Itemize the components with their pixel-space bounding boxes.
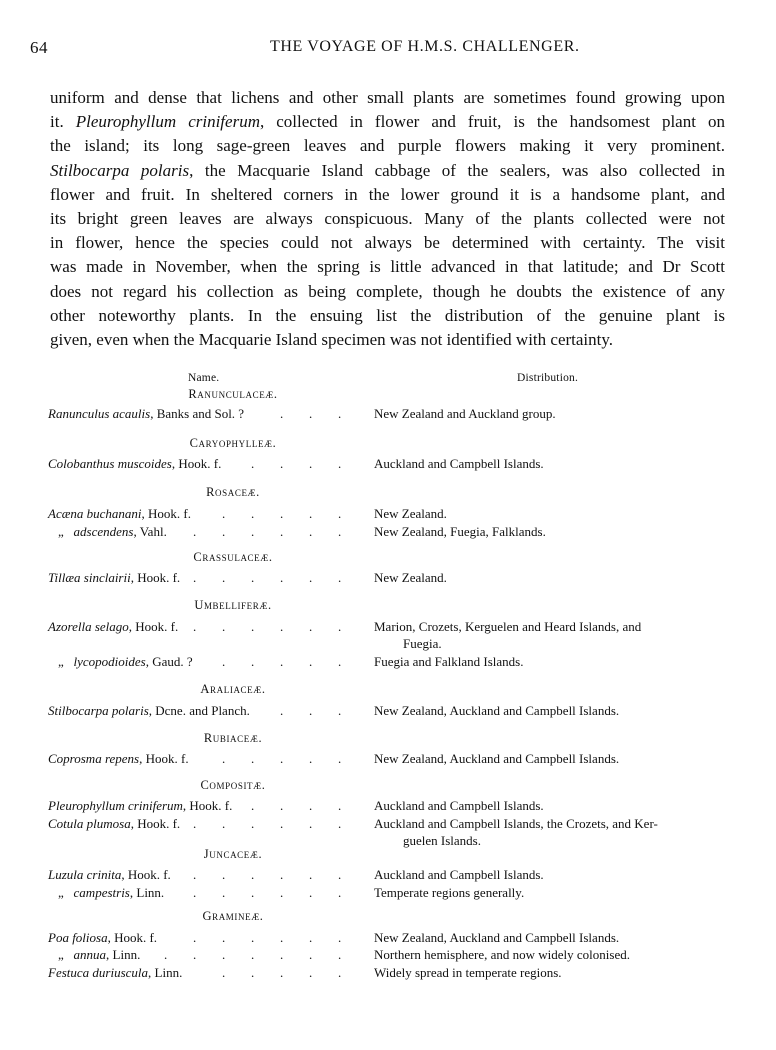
leader-dot: .	[280, 654, 284, 669]
species-name-italic: Pleurophyllum criniferum	[75, 112, 260, 132]
distribution: New Zealand.	[374, 570, 447, 585]
authority: , Hook. f.	[171, 456, 222, 471]
page-header	[30, 38, 720, 68]
species-name	[48, 751, 189, 767]
intro-line: was made in November, when the spring is little advanced in that latitude; and Dr Scott	[50, 257, 725, 277]
leader-dot: .	[280, 506, 284, 521]
species-name	[48, 930, 157, 946]
intro-line: its bright green leaves are always conspicuous. Many of the plants collected were not	[50, 209, 725, 229]
leader-dot: .	[309, 654, 313, 669]
authority: , Banks and Sol. ?	[150, 406, 245, 421]
genus-species: campestris	[73, 885, 130, 900]
authority: , Hook. f.	[107, 930, 158, 945]
leader-dot: .	[222, 816, 226, 831]
genus-species: Luzula crinita	[48, 867, 122, 882]
leader-dot: .	[222, 524, 226, 539]
leader-dot: .	[222, 965, 226, 980]
species-name	[48, 867, 171, 883]
leader-dot: .	[193, 930, 197, 945]
authority: , Hook. f.	[182, 798, 233, 813]
leader-dot: .	[193, 867, 197, 882]
authority: , Hook. f.	[130, 570, 181, 585]
leader-dot: .	[280, 570, 284, 585]
family-heading: Umbelliferæ.	[194, 598, 272, 612]
distribution: New Zealand, Auckland and Campbell Islands.	[374, 751, 620, 766]
leader-dot: .	[222, 506, 226, 521]
leader-dot: .	[338, 885, 342, 900]
species-row	[48, 570, 728, 588]
leader-dot: .	[309, 524, 313, 539]
family-heading: Gramineæ.	[202, 909, 264, 923]
leader-dot: .	[338, 867, 342, 882]
ditto-mark: „	[58, 947, 74, 962]
page-number: 64	[30, 38, 48, 57]
intro-line: uniform and dense that lichens and other small plants are sometimes found growing upon	[50, 88, 725, 107]
leader-dot: .	[309, 619, 313, 634]
authority: , Hook. f.	[130, 816, 181, 831]
authority: , Vahl.	[133, 524, 167, 539]
intro-paragraph	[50, 86, 725, 352]
leader-dot: .	[338, 703, 342, 718]
species-row	[48, 703, 728, 721]
species-row	[48, 930, 728, 948]
leader-dot: .	[309, 965, 313, 980]
intro-line: given, even when the Macquarie Island specimen was not identified with certainty.	[50, 330, 614, 350]
authority: , Hook. f.	[121, 867, 171, 882]
genus-species: adscendens	[73, 524, 134, 539]
family-heading: Juncaceæ.	[203, 847, 263, 861]
leader-dot: .	[280, 751, 284, 766]
intro-line: does not regard his collection as being complete, though he doubts the existence of any	[50, 281, 725, 301]
species-row	[48, 965, 728, 983]
leader-dot: .	[251, 798, 255, 813]
species-row	[48, 654, 728, 672]
intro-line	[50, 110, 725, 134]
leader-dot: .	[251, 867, 255, 882]
genus-species: annua	[73, 947, 107, 962]
leader-dot: .	[222, 751, 226, 766]
leader-dot: .	[251, 816, 255, 831]
leader-dot: .	[164, 947, 168, 962]
distribution: Auckland and Campbell Islands.	[374, 456, 544, 471]
species-name	[48, 619, 178, 635]
species-row	[48, 456, 728, 474]
family-heading: Araliaceæ.	[200, 682, 266, 696]
family-heading: Crassulaceæ.	[193, 550, 273, 564]
species-row	[48, 867, 728, 885]
intro-line: flower and fruit. In sheltered corners in the lower ground it is a handsome plant, and	[50, 184, 725, 204]
leader-dot: .	[222, 570, 226, 585]
authority: , Dcne. and Planch.	[148, 703, 250, 718]
distribution: New Zealand and Auckland group.	[374, 406, 556, 421]
genus-species: Pleurophyllum criniferum	[48, 798, 183, 813]
leader-dot: .	[193, 619, 197, 634]
distribution: Auckland and Campbell Islands.	[374, 798, 544, 813]
family-heading: Rubiaceæ.	[203, 731, 263, 745]
species-name	[48, 506, 191, 522]
distribution-continued: guelen Islands.	[403, 833, 481, 848]
leader-dot: .	[251, 506, 255, 521]
family-heading: Rosaceæ.	[206, 485, 260, 499]
leader-dot: .	[338, 965, 342, 980]
leader-dot: .	[338, 506, 342, 521]
family-heading: Compositæ.	[200, 778, 266, 792]
genus-species: Tillæa sinclairii	[48, 570, 131, 585]
leader-dot: .	[309, 506, 313, 521]
genus-species: Azorella selago	[48, 619, 129, 634]
species-row	[48, 406, 728, 424]
ditto-mark: „	[58, 654, 74, 669]
authority: , Linn.	[148, 965, 183, 980]
genus-species: Coprosma repens	[48, 751, 140, 766]
leader-dot: .	[280, 798, 284, 813]
leader-dot: .	[280, 885, 284, 900]
genus-species: Cotula plumosa	[48, 816, 131, 831]
leader-dot: .	[309, 867, 313, 882]
leader-dot: .	[251, 930, 255, 945]
genus-species: Acæna buchanani	[48, 506, 142, 521]
species-name	[48, 947, 140, 963]
distribution: New Zealand, Fuegia, Falklands.	[374, 524, 546, 539]
leader-dot: .	[309, 816, 313, 831]
intro-line: the island; its long sage-green leaves and purple flowers making it very prominent.	[50, 136, 725, 156]
leader-dot: .	[309, 570, 313, 585]
leader-dot: .	[280, 867, 284, 882]
genus-species: Stilbocarpa polaris	[48, 703, 149, 718]
family-heading: Ranunculaceæ.	[188, 387, 278, 401]
species-name	[48, 965, 182, 981]
distribution-column-header: Distribution.	[517, 372, 579, 384]
leader-dot: .	[251, 654, 255, 669]
leader-dot: .	[251, 570, 255, 585]
leader-dot: .	[251, 885, 255, 900]
distribution: Fuegia and Falkland Islands.	[374, 654, 524, 669]
species-row	[48, 798, 728, 816]
leader-dot: .	[251, 456, 255, 471]
authority: , Linn.	[129, 885, 165, 900]
leader-dot: .	[222, 654, 226, 669]
ditto-mark: „	[58, 885, 74, 900]
leader-dot: .	[309, 885, 313, 900]
distribution: Temperate regions generally.	[374, 885, 525, 900]
leader-dot: .	[193, 816, 197, 831]
species-row	[48, 619, 728, 651]
species-row	[48, 751, 728, 769]
intro-line: other noteworthy plants. In the ensuing list the distribution of the genuine plant is	[50, 305, 725, 325]
leader-dot: .	[280, 406, 284, 421]
leader-dot: .	[338, 619, 342, 634]
leader-dot: .	[338, 798, 342, 813]
species-row	[48, 947, 728, 965]
running-title: THE VOYAGE OF H.M.S. CHALLENGER.	[270, 38, 580, 55]
distribution: Auckland and Campbell Islands.	[374, 867, 544, 882]
intro-line: Stilbocarpa polaris, the Macquarie Island cabbage of the sealers, was also collected in	[50, 160, 725, 180]
leader-dot: .	[280, 947, 284, 962]
leader-dot: .	[338, 947, 342, 962]
ditto-mark: „	[58, 524, 74, 539]
leader-dot: .	[280, 703, 284, 718]
species-row	[48, 816, 728, 848]
species-name	[48, 406, 244, 422]
distribution: New Zealand.	[374, 506, 447, 521]
distribution: Marion, Crozets, Kerguelen and Heard Islands, and	[374, 619, 642, 634]
distribution-continued: Fuegia.	[403, 636, 442, 651]
species-name	[48, 524, 167, 540]
leader-dot: .	[193, 885, 197, 900]
species-row	[48, 885, 728, 903]
leader-dot: .	[222, 885, 226, 900]
name-column-header: Name.	[188, 372, 220, 384]
distribution: Auckland and Campbell Islands, the Crozets, and Ker-	[374, 816, 658, 831]
authority: , Hook. f.	[128, 619, 179, 634]
genus-species: Ranunculus acaulis	[48, 406, 151, 421]
leader-dot: .	[251, 965, 255, 980]
species-name	[48, 654, 193, 670]
species-name-italic: Stilbocarpa polaris	[50, 160, 190, 180]
leader-dot: .	[338, 406, 342, 421]
leader-dot: .	[280, 456, 284, 471]
leader-dot: .	[280, 930, 284, 945]
leader-dot: .	[309, 406, 313, 421]
distribution: New Zealand, Auckland and Campbell Islands.	[374, 930, 620, 945]
leader-dot: .	[309, 930, 313, 945]
leader-dot: .	[338, 654, 342, 669]
leader-dot: .	[251, 619, 255, 634]
leader-dot: .	[251, 947, 255, 962]
genus-species: Colobanthus muscoides	[48, 456, 172, 471]
leader-dot: .	[309, 703, 313, 718]
leader-dot: .	[280, 816, 284, 831]
leader-dot: .	[309, 456, 313, 471]
distribution: Widely spread in temperate regions.	[374, 965, 562, 980]
leader-dot: .	[251, 751, 255, 766]
intro-line-text: it. Pleurophyllum criniferum, collected in flower and fruit, is the handsomest plant on	[50, 112, 725, 132]
authority: , Hook. f.	[139, 751, 189, 766]
species-name	[48, 703, 250, 719]
leader-dot: .	[338, 751, 342, 766]
species-name	[48, 570, 180, 586]
distribution: Northern hemisphere, and now widely colonised.	[374, 947, 630, 962]
species-name	[48, 798, 232, 814]
leader-dot: .	[338, 930, 342, 945]
distribution: New Zealand, Auckland and Campbell Islands.	[374, 703, 620, 718]
species-name	[48, 456, 221, 472]
leader-dot: .	[309, 798, 313, 813]
leader-dot: .	[338, 456, 342, 471]
leader-dot: .	[338, 816, 342, 831]
leader-dot: .	[222, 930, 226, 945]
leader-dot: .	[251, 524, 255, 539]
leader-dot: .	[309, 751, 313, 766]
genus-species: lycopodioides	[73, 654, 146, 669]
leader-dot: .	[222, 867, 226, 882]
leader-dot: .	[280, 619, 284, 634]
authority: , Linn.	[106, 947, 141, 962]
leader-dot: .	[222, 947, 226, 962]
intro-line: in flower, hence the species could not always be determined with certainty. The visit	[50, 233, 725, 253]
authority: , Gaud. ?	[145, 654, 193, 669]
leader-dot: .	[309, 947, 313, 962]
leader-dot: .	[280, 965, 284, 980]
leader-dot: .	[338, 570, 342, 585]
leader-dot: .	[222, 619, 226, 634]
leader-dot: .	[193, 570, 197, 585]
leader-dot: .	[193, 947, 197, 962]
species-name	[48, 816, 180, 832]
leader-dot: .	[193, 524, 197, 539]
genus-species: Festuca duriuscula	[48, 965, 149, 980]
leader-dot: .	[280, 524, 284, 539]
species-row	[48, 524, 728, 542]
authority: , Hook. f.	[141, 506, 191, 521]
genus-species: Poa foliosa	[48, 930, 108, 945]
species-name	[48, 885, 164, 901]
family-heading: Caryophylleæ.	[189, 436, 277, 450]
leader-dot: .	[338, 524, 342, 539]
species-row	[48, 506, 728, 524]
